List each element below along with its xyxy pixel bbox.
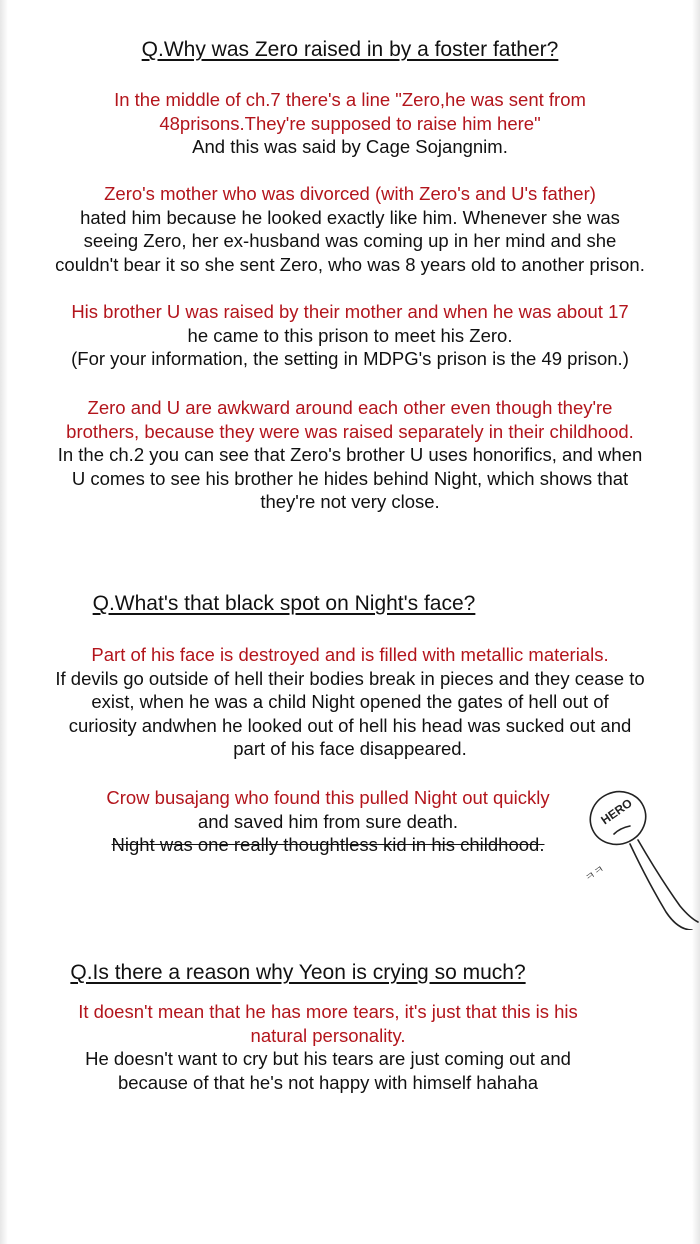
hero-badge-text: HERO: [598, 795, 635, 828]
answer-line: part of his face disappeared.: [233, 738, 467, 759]
answer-line: hated him because he looked exactly like him. Whenever she was: [80, 206, 620, 228]
answer-line: curiosity andwhen he looked out of hell his head was sucked out and: [68, 714, 632, 736]
strikethrough-line: Night was one really thoughtless kid in his childhood.: [111, 834, 545, 855]
answer-paragraph: [10, 396, 690, 514]
right-page-edge: [692, 0, 700, 1244]
answer-paragraph: [0, 1000, 668, 1094]
answer-line: In the middle of ch.7 there's a line "Zero,he was sent from: [114, 89, 586, 110]
answer-paragraph: [10, 300, 690, 371]
hero-badge-doodle: [560, 770, 700, 930]
answer-line: U comes to see his brother he hides behind Night, which shows that: [71, 467, 629, 489]
answer-line: Crow busajang who found this pulled Night out quickly: [106, 787, 550, 808]
question-heading-zero-foster: Q.Why was Zero raised in by a foster father?: [141, 38, 559, 61]
answer-line: brothers, because they were was raised separately in their childhood.: [66, 420, 634, 442]
question-heading-night-spot: Q.What's that black spot on Night's face?: [92, 592, 476, 615]
answer-line: seeing Zero, her ex-husband was coming up in her mind and she: [83, 230, 617, 251]
answer-line: He doesn't want to cry but his tears are just coming out and: [85, 1048, 571, 1069]
answer-line: Zero's mother who was divorced (with Zero's and U's father): [104, 183, 596, 204]
answer-line: Zero and U are awkward around each other even though they're: [87, 397, 613, 418]
answer-line: and saved him from sure death.: [197, 810, 459, 832]
answer-line: In the ch.2 you can see that Zero's brother U uses honorifics, and when: [57, 444, 643, 465]
question-heading-yeon-crying: Q.Is there a reason why Yeon is crying so much?: [70, 961, 526, 984]
answer-line: natural personality.: [250, 1024, 406, 1046]
answer-paragraph: [10, 182, 690, 276]
answer-line: he came to this prison to meet his Zero.: [187, 324, 513, 346]
answer-paragraph: [10, 88, 690, 159]
answer-line: (For your information, the setting in MDPG's prison is the 49 prison.): [71, 348, 629, 369]
answer-line: couldn't bear it so she sent Zero, who was 8 years old to another prison.: [55, 253, 645, 275]
answer-line: If devils go outside of hell their bodies break in pieces and they cease to: [55, 667, 645, 689]
answer-line: exist, when he was a child Night opened the gates of hell out of: [91, 691, 609, 712]
answer-line: 48prisons.They're supposed to raise him here": [159, 112, 541, 134]
answer-line: His brother U was raised by their mother and when he was about 17: [71, 301, 629, 322]
answer-paragraph: [10, 643, 690, 761]
laugh-scribble: ㅋㅋ: [582, 862, 608, 885]
answer-line: they're not very close.: [260, 491, 440, 512]
highlight-mark: [614, 826, 630, 834]
answer-line: Part of his face is destroyed and is filled with metallic materials.: [91, 644, 609, 665]
answer-line: because of that he's not happy with himself hahaha: [117, 1071, 539, 1093]
answer-line: It doesn't mean that he has more tears, it's just that this is his: [78, 1001, 578, 1022]
answer-line: And this was said by Cage Sojangnim.: [192, 136, 508, 157]
